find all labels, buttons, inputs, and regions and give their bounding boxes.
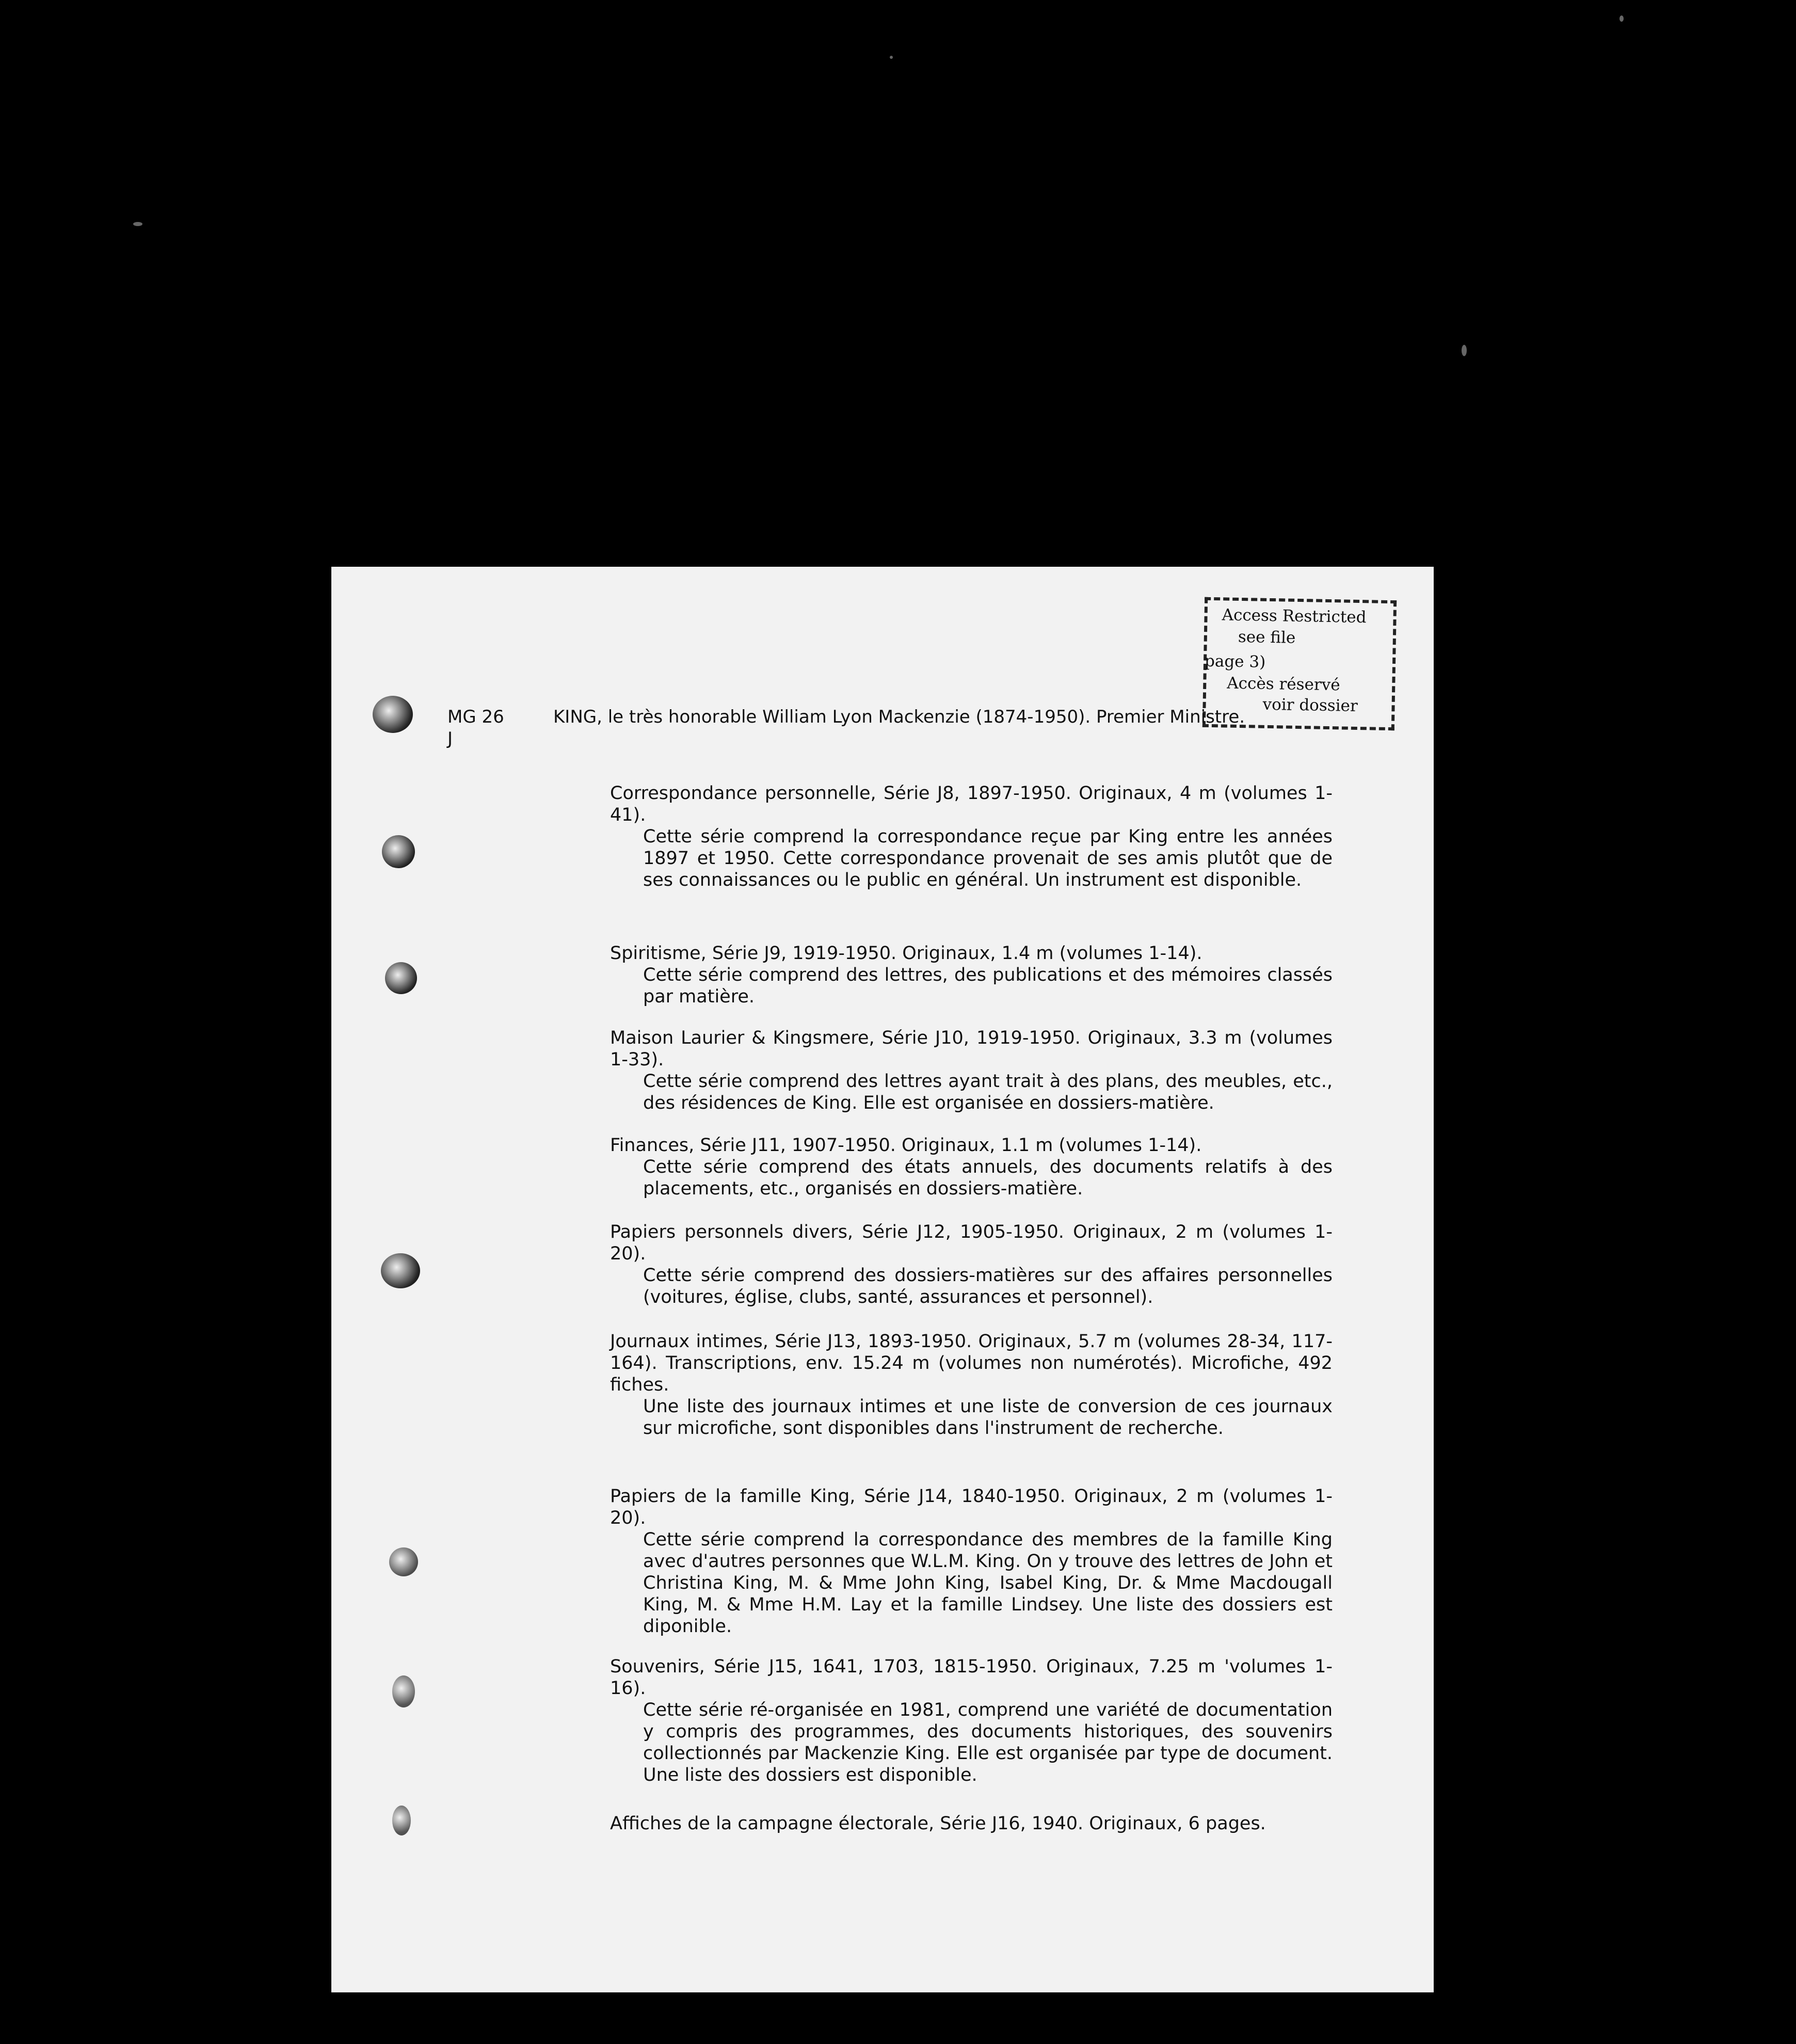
series-description: Cette série comprend des dossiers-matières sur des affaires personnelles (voitures, église, clubs, santé, assurances et personnel). — [643, 1265, 1333, 1307]
series-entry — [610, 1135, 1333, 1200]
series-description: Cette série comprend des lettres, des publications et des mémoires classés par matière. — [643, 965, 1333, 1007]
series-heading: Correspondance personnelle, Série J8, 1897-1950. Originaux, 4 m (volumes 1-41). — [610, 783, 1333, 825]
series-description: Cette série comprend la correspondance reçue par King entre les années 1897 et 1950. Cette correspondance provenait de ses amis plutôt que de ses connaissances ou le public en général. Un instrument est disponible. — [643, 826, 1333, 890]
binder-hole — [392, 1806, 411, 1835]
fonds-code: MG 26 — [447, 707, 504, 727]
stamp-line: see file — [1238, 627, 1296, 647]
dust-speck — [133, 222, 142, 226]
series-entry — [610, 943, 1333, 1008]
stamp-line: Accès réservé — [1227, 674, 1340, 695]
binder-hole — [385, 962, 417, 994]
series-entry — [610, 1221, 1333, 1308]
page-title: KING, le très honorable William Lyon Mackenzie (1874-1950). Premier Ministre. — [553, 707, 1245, 727]
binder-hole — [382, 835, 415, 868]
stamp-line: Access Restricted — [1222, 605, 1367, 627]
series-entry — [610, 1486, 1333, 1637]
series-heading: Souvenirs, Série J15, 1641, 1703, 1815-1950. Originaux, 7.25 m 'volumes 1-16). — [610, 1656, 1333, 1699]
series-heading: Finances, Série J11, 1907-1950. Originaux, 1.1 m (volumes 1-14). — [610, 1135, 1202, 1156]
fonds-sub: J — [447, 728, 453, 749]
series-description: Cette série comprend la correspondance des membres de la famille King avec d'autres personnes que W.L.M. King. On y trouve des lettres de John et Christina King, M. & Mme John King, Isabel King, Dr. & Mme Macdougall King, M. & Mme H.M. Lay et la famille Lindsey. Une liste des dossiers est diponible. — [643, 1529, 1333, 1637]
binder-hole — [392, 1675, 415, 1707]
stamp-line: voir dossier — [1262, 695, 1358, 715]
series-description: Cette série comprend des lettres ayant trait à des plans, des meubles, etc., des résidences de King. Elle est organisée en dossiers-matière. — [643, 1071, 1333, 1113]
series-description: Cette série comprend des états annuels, des documents relatifs à des placements, etc., organisés en dossiers-matière. — [643, 1157, 1333, 1199]
dust-speck — [1462, 345, 1467, 356]
document-page — [331, 567, 1434, 1992]
series-entry — [610, 783, 1333, 891]
stamp-line: page 3) — [1204, 651, 1266, 672]
series-entry — [610, 1813, 1333, 1834]
series-entry — [610, 1331, 1333, 1439]
binder-hole — [373, 696, 413, 733]
series-heading: Affiches de la campagne électorale, Série J16, 1940. Originaux, 6 pages. — [610, 1813, 1266, 1834]
series-description: Cette série ré-organisée en 1981, comprend une variété de documentation y compris des programmes, des documents historiques, des souvenirs collectionnés par Mackenzie King. Elle est organisée par type de document. Une liste des dossiers est disponible. — [643, 1700, 1333, 1785]
series-description: Une liste des journaux intimes et une liste de conversion de ces journaux sur microfiche, sont disponibles dans l'instrument de recherche. — [643, 1396, 1333, 1439]
dust-speck — [1619, 15, 1624, 22]
binder-hole — [381, 1253, 420, 1288]
series-entry — [610, 1656, 1333, 1786]
series-heading: Papiers personnels divers, Série J12, 1905-1950. Originaux, 2 m (volumes 1-20). — [610, 1222, 1333, 1264]
series-heading: Spiritisme, Série J9, 1919-1950. Originaux, 1.4 m (volumes 1-14). — [610, 943, 1202, 964]
series-heading: Journaux intimes, Série J13, 1893-1950. Originaux, 5.7 m (volumes 28-34, 117-164). Transcriptions, env. 15.24 m (volumes non numérotés). Microfiche, 492 fiches. — [610, 1331, 1333, 1395]
dust-speck — [890, 56, 893, 59]
binder-hole — [389, 1547, 418, 1576]
series-heading: Maison Laurier & Kingsmere, Série J10, 1919-1950. Originaux, 3.3 m (volumes 1-33). — [610, 1028, 1333, 1070]
series-entry — [610, 1027, 1333, 1114]
series-heading: Papiers de la famille King, Série J14, 1840-1950. Originaux, 2 m (volumes 1-20). — [610, 1486, 1333, 1528]
